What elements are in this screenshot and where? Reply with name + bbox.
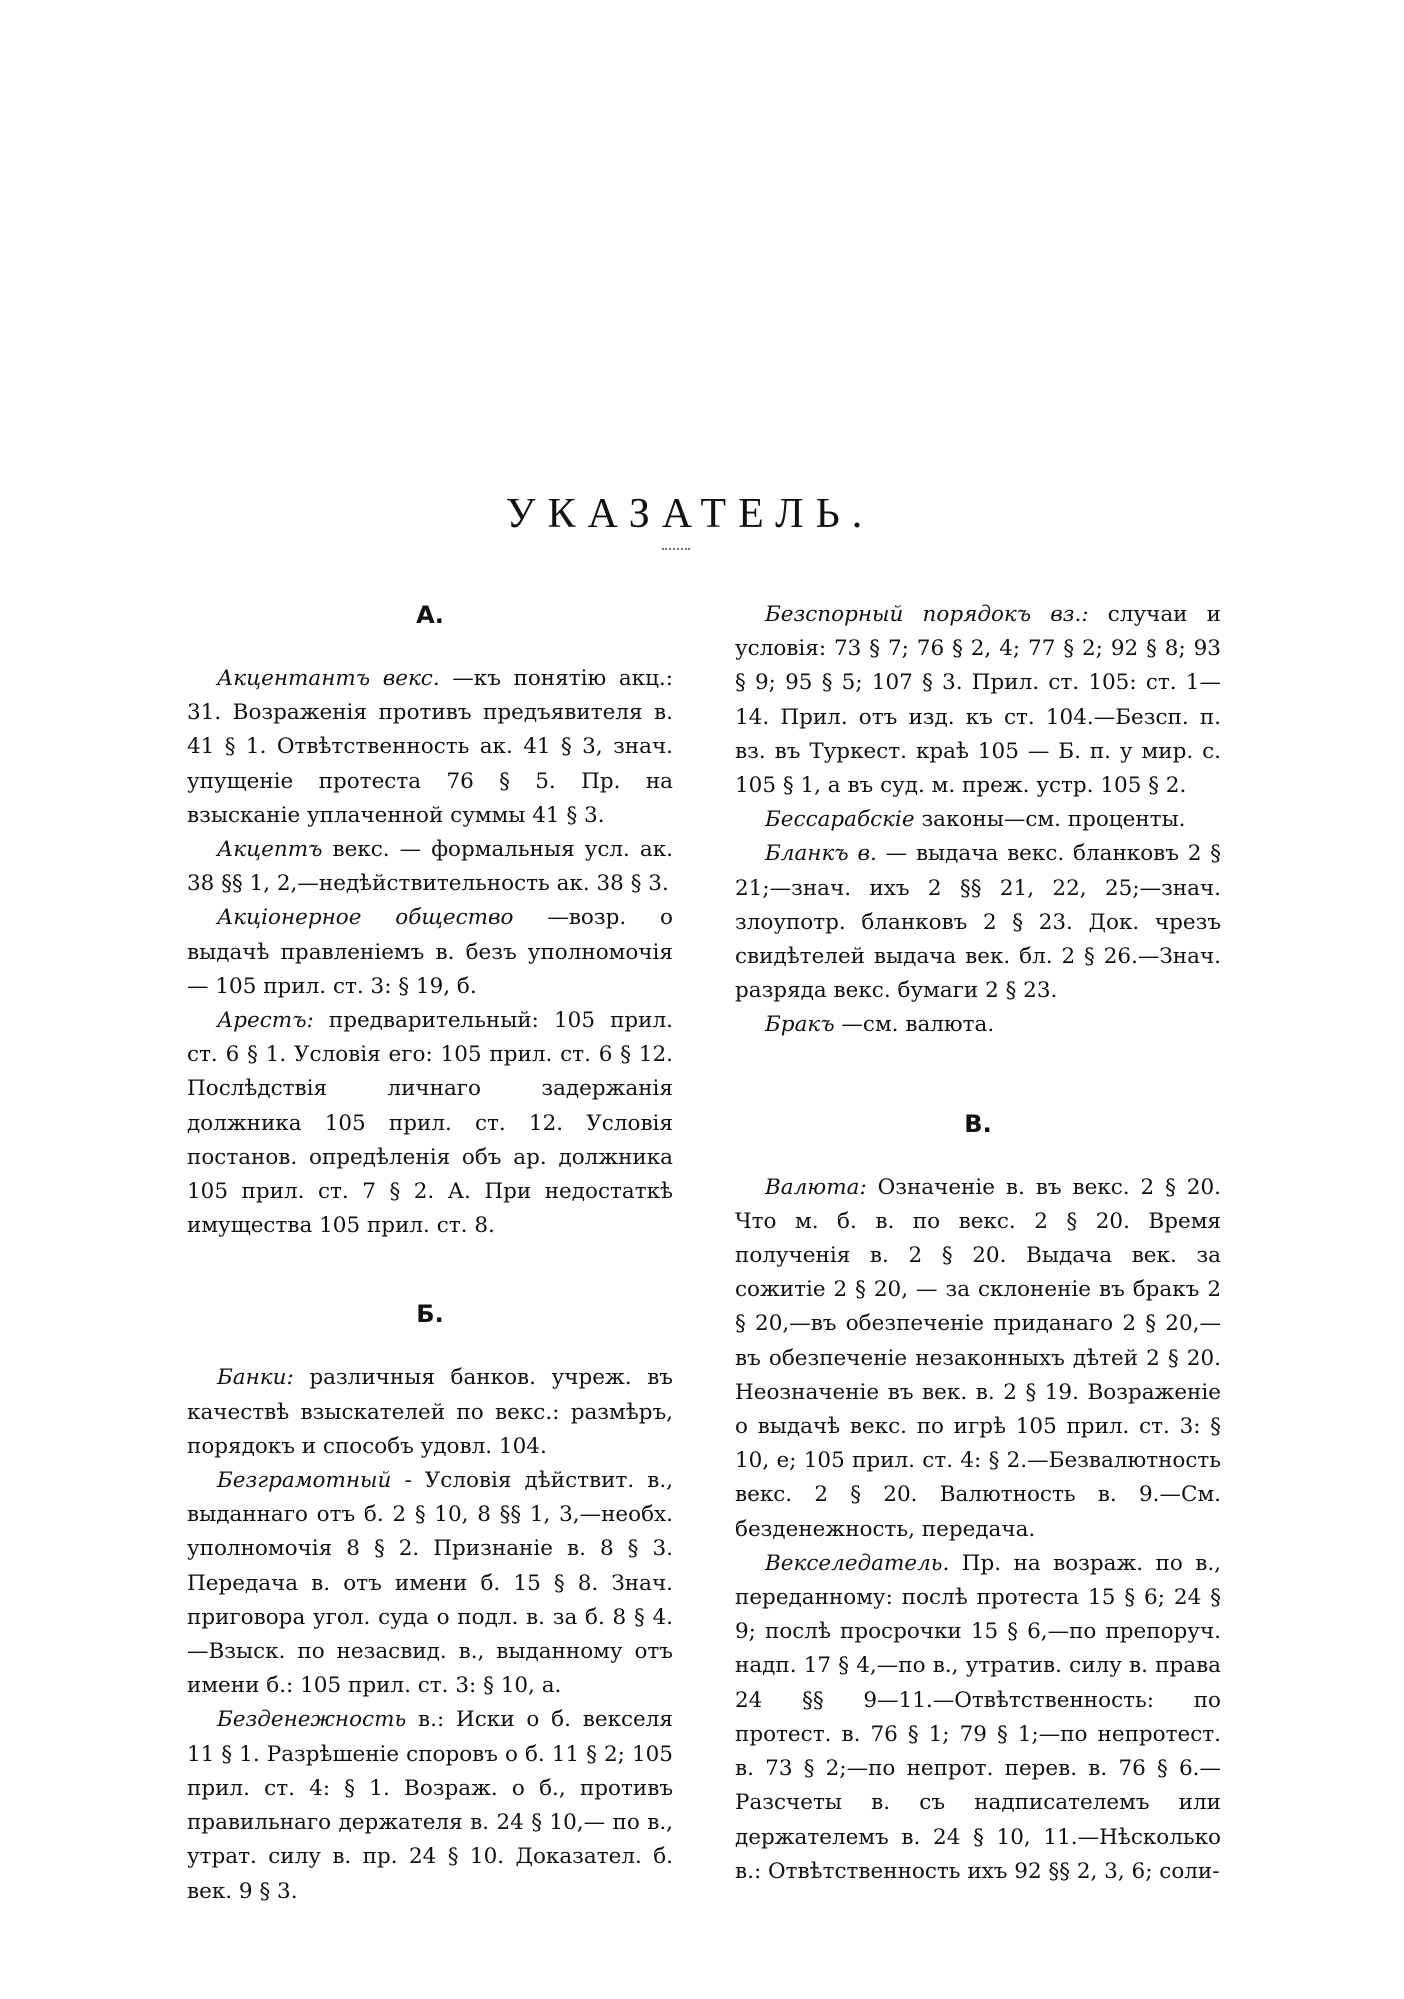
- entry-term: Бланкъ в.: [765, 841, 877, 867]
- index-entry: [187, 1361, 673, 1464]
- entry-text: законы—см. проценты.: [921, 807, 1186, 833]
- index-entry: [187, 662, 673, 833]
- index-entry: [735, 837, 1221, 1008]
- entry-term: Безграмотный: [217, 1468, 392, 1494]
- entry-term: Бессарабскіе: [765, 807, 915, 833]
- title-divider: [662, 548, 690, 550]
- entry-term: Безспорный порядокъ вз.:: [765, 602, 1089, 627]
- page-title: УКАЗАТЕЛЬ.: [505, 491, 875, 538]
- entry-term: Банки:: [217, 1365, 294, 1391]
- entry-text: - Условія дѣйствит. в., выданнаго отъ б. 2 § 10, 8 §§ 1, 3,—необх. уполномочія 8 § 2. Признаніе в. 8 § 3. Передача в. отъ имени б. 15 § 8. Знач. приговора угол. суда о подл. в. за б. 8 § 4.—Взыск. по незасвид. в., выданному отъ имени б.: 105 прил. ст. 3: § 10, а.: [187, 1468, 673, 1699]
- index-entry: [735, 1171, 1221, 1547]
- right-column: [735, 598, 1221, 1889]
- entry-text: —возр. о выдачѣ правленіемъ в. безъ уполномочія — 105 прил. ст. 3: § 19, б.: [187, 905, 673, 999]
- entry-text: случаи и условія: 73 § 7; 76 § 2, 4; 77 § 2; 92 § 8; 93 § 9; 95 § 5; 107 § 3. Прил. ст. 105: ст. 1—14. Прил. отъ изд. къ ст. 104.—Безсп. п. вз. въ Туркест. краѣ 105 — Б. п. у мир. с. 105 § 1, а въ суд. м. преж. устр. 105 § 2.: [735, 602, 1221, 799]
- section-letter-v: В.: [964, 1109, 992, 1138]
- entry-term: Арестъ:: [217, 1008, 314, 1034]
- entry-text: —къ понятію акц.: 31. Возраженія противъ предъявителя в. 41 § 1. Отвѣтственность ак. 41 § 3, знач. упущеніе протеста 76 § 5. Пр. на взысканіе уплаченной суммы 41 § 3.: [187, 666, 673, 828]
- entry-term: Акцептъ: [217, 837, 323, 863]
- index-entry: [187, 901, 673, 1004]
- index-entry: [187, 1464, 673, 1703]
- index-entry: [187, 833, 673, 901]
- index-entry: [735, 1008, 1221, 1042]
- entry-text: Означеніе в. въ векс. 2 § 20. Что м. б. в. по векс. 2 § 20. Время полученія в. 2 § 20. Выдача век. за сожитіе 2 § 20, — за склоненіе въ бракъ 2 § 20,—въ обезпеченіе приданаго 2 § 20,—въ обезпеченіе незаконныхъ дѣтей 2 § 20. Неозначеніе въ век. в. 2 § 19. Возраженіе о выдачѣ векс. по игрѣ 105 прил. ст. 3: § 10, е; 105 прил. ст. 4: § 2.—Безвалютность векс. 2 § 20. Валютность в. 9.—См. безденежность, передача.: [735, 1174, 1221, 1542]
- section-letter-a: А.: [416, 601, 444, 629]
- entry-term: Акцентантъ векс.: [217, 666, 440, 691]
- entry-text: векс. — формальныя усл. ак. 38 §§ 1, 2,—недѣйствительность ак. 38 § 3.: [187, 837, 673, 897]
- entry-text: предварительный: 105 прил. ст. 6 § 1. Условія его: 105 прил. ст. 6 § 12. Послѣдствія личнаго задержанія должника 105 прил. ст. 12. Условія постанов. опредѣленія объ ар. должника 105 прил. ст. 7 § 2. А. При недостаткѣ имущества 105 прил. ст. 8.: [187, 1008, 674, 1239]
- section-letter-b: Б.: [416, 1300, 444, 1329]
- index-entry: [187, 1703, 673, 1908]
- index-entry: [735, 1547, 1221, 1889]
- entry-term: Валюта:: [765, 1174, 867, 1200]
- entry-term: Векселедатель.: [765, 1550, 950, 1576]
- entry-term: Бракъ: [765, 1012, 835, 1038]
- left-column: [187, 598, 673, 1909]
- index-entry: [735, 598, 1221, 803]
- entry-text: различныя банков. учреж. въ качествѣ взыскателей по векс.: размѣръ, порядокъ и способъ удовл. 104.: [187, 1365, 673, 1459]
- entry-text: — выдача векс. бланковъ 2 § 21;—знач. ихъ 2 §§ 21, 22, 25;—знач. злоупотр. бланковъ 2 § 23. Док. чрезъ свидѣтелей выдача век. бл. 2 § 26.—Знач. разряда векс. бумаги 2 § 23.: [735, 841, 1222, 1004]
- entry-term: Безденежность: [217, 1707, 407, 1733]
- index-entry: [187, 1004, 673, 1243]
- entry-term: Акціонерное общество: [217, 905, 514, 931]
- entry-text: —см. валюта.: [841, 1012, 995, 1038]
- entry-text: в.: Иски о б. векселя 11 § 1. Разрѣшеніе споровъ о б. 11 § 2; 105 прил. ст. 4: § 1. Возраж. о б., противъ правильнаго держателя в. 24 § 10,— по в., утрат. силу в. пр. 24 § 10. Доказател. б. век. 9 § 3.: [187, 1707, 673, 1904]
- index-entry: [735, 803, 1221, 837]
- entry-text: Пр. на возраж. по в., переданному: послѣ протеста 15 § 6; 24 § 9; послѣ просрочки 15 § 6,—по препоруч. надп. 17 § 4,—по в., утратив. силу в. права 24 §§ 9—11.—Отвѣтственность: по протест. в. 76 § 1; 79 § 1;—по непротест. в. 73 § 2;—по непрот. перев. в. 76 § 6.—Разсчеты в. съ надписателемъ или держателемъ в. 24 § 10, 11.—Нѣсколько в.: Отвѣтственность ихъ 92 §§ 2, 3, 6; соли-: [735, 1550, 1221, 1884]
